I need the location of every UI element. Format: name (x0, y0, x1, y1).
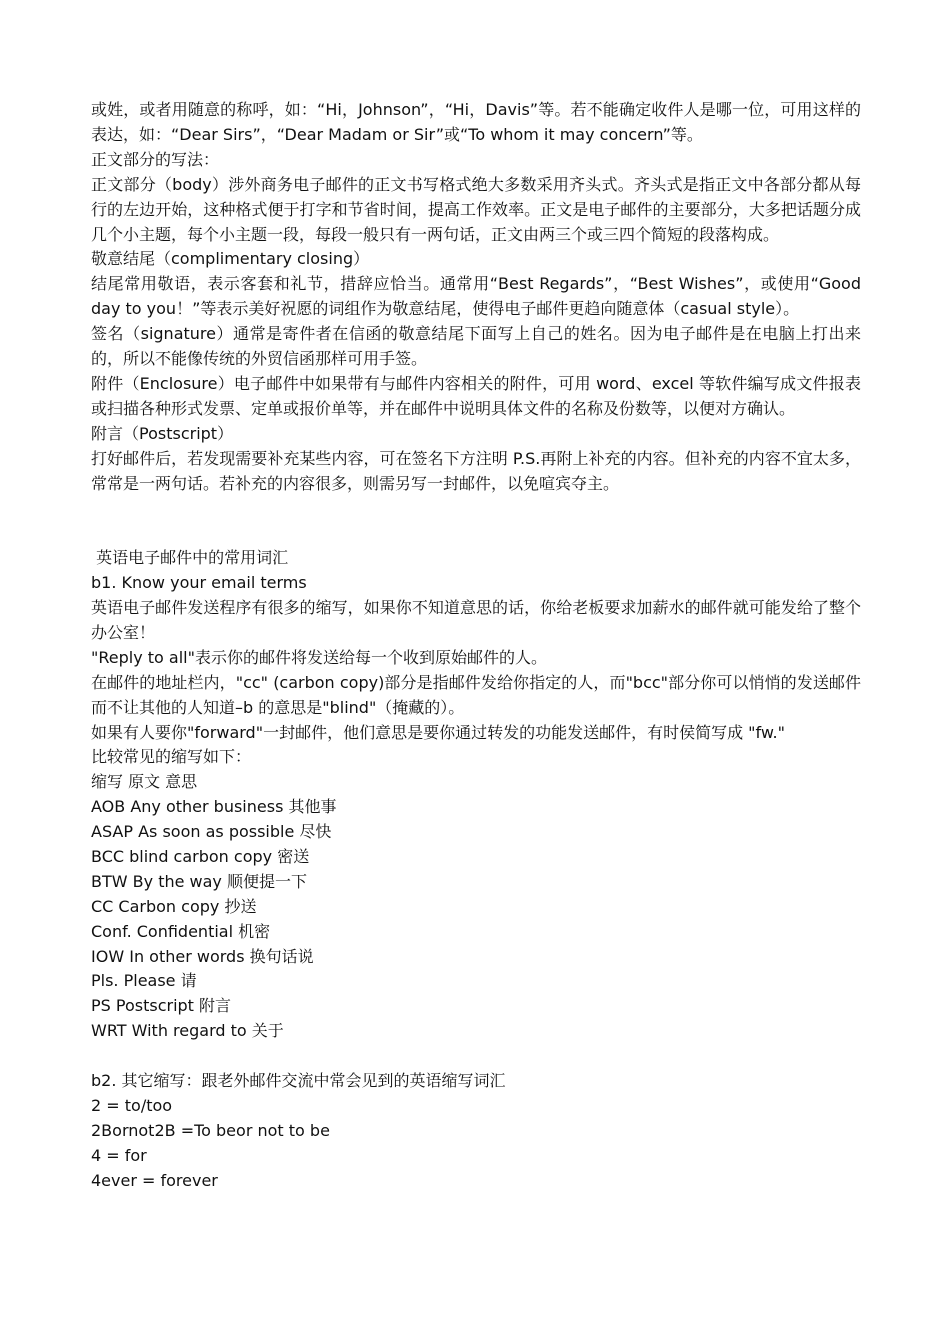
heading-postscript: 附言（Postscript） (91, 423, 234, 443)
heading-body-writing: 正文部分的写法： (91, 149, 220, 169)
abbreviation-row: CC Carbon copy 抄送 (91, 896, 257, 916)
subheading-b2: b2. 其它缩写：跟老外邮件交流中常会见到的英语缩写词汇 (91, 1071, 506, 1091)
section-title-common-vocabulary: 英语电子邮件中的常用词汇 (91, 548, 289, 568)
abbreviation-row: BTW By the way 顺便提一下 (91, 871, 307, 891)
paragraph-terms-intro: 英语电子邮件发送程序有很多的缩写，如果你不知道意思的话，你给老板要求加薪水的邮件就可能发给了整个办公室！ (91, 598, 861, 642)
paragraph-cc-bcc: 在邮件的地址栏内，"cc" (carbon copy)部分是指邮件发给你指定的人，而"bcc"部分你可以悄悄的发送邮件而不让其他的人知道–b 的意思是"blind"（掩藏的）。 (91, 672, 861, 717)
paragraph-closing: 结尾常用敬语，表示客套和礼节，措辞应恰当。通常用“Best Regards”，“Best Wishes”，或使用“Good day to you！”等表示美好祝愿的词组作为敬意结尾，使得电子邮件更趋向随意体（casual style）。 (91, 274, 861, 319)
paragraph-forward: 如果有人要你"forward"一封邮件，他们意思是要你通过转发的功能发送邮件，有时侯简写成 "fw." (91, 722, 785, 742)
abbreviation-row: AOB Any other business 其他事 (91, 797, 337, 817)
abbreviation-table-header: 缩写 原文 意思 (91, 772, 198, 792)
document-page (91, 98, 861, 1193)
subheading-b1: b1. Know your email terms (91, 573, 307, 593)
abbreviation-row: BCC blind carbon copy 密送 (91, 847, 310, 866)
text-common-abbreviations: 比较常见的缩写如下： (91, 747, 252, 767)
abbreviation-row: 2 = to/too (91, 1095, 173, 1115)
abbreviation-row: 2Bornot2B =To beor not to be (91, 1120, 330, 1140)
abbreviation-row: 4ever = forever (91, 1170, 218, 1190)
abbreviation-row: IOW In other words 换句话说 (91, 946, 314, 966)
paragraph-salutation: 或姓，或者用随意的称呼，如：“Hi，Johnson”，“Hi，Davis”等。若不能确定收件人是哪一位，可用这样的表达，如：“Dear Sirs”，“Dear Madam or Sir”或“To whom it may concern”等。 (91, 100, 861, 144)
abbreviation-row: ASAP As soon as possible 尽快 (91, 822, 332, 842)
paragraph-enclosure: 附件（Enclosure）电子邮件中如果带有与邮件内容相关的附件，可用 word、excel 等软件编写成文件报表或扫描各种形式发票、定单或报价单等，并在邮件中说明具体文件的名称及份数等，以便对方确认。 (91, 373, 861, 418)
paragraph-signature: 签名（signature）通常是寄件者在信函的敬意结尾下面写上自己的姓名。因为电子邮件是在电脑上打出来的，所以不能像传统的外贸信函那样可用手签。 (91, 324, 861, 369)
spacer (91, 496, 861, 546)
abbreviation-row: Conf. Confidential 机密 (91, 921, 271, 941)
spacer (91, 1044, 861, 1069)
abbreviation-row: 4 = for (91, 1145, 147, 1165)
paragraph-postscript: 打好邮件后，若发现需要补充某些内容，可在签名下方注明 P.S.再附上补充的内容。但补充的内容不宜太多，常常是一两句话。若补充的内容很多，则需另写一封邮件，以免喧宾夺主。 (91, 448, 861, 493)
heading-complimentary-closing: 敬意结尾（complimentary closing） (91, 249, 370, 269)
paragraph-body: 正文部分（body）涉外商务电子邮件的正文书写格式绝大多数采用齐头式。齐头式是指正文中各部分都从每行的左边开始，这种格式便于打字和节省时间，提高工作效率。正文是电子邮件的主要部分，大多把话题分成几个小主题，每个小主题一段，每段一般只有一两句话，正文由两三个或三四个简短的段落构成。 (91, 174, 861, 244)
abbreviation-row: WRT With regard to 关于 (91, 1021, 284, 1041)
abbreviation-row: Pls. Please 请 (91, 971, 197, 991)
abbreviation-row: PS Postscript 附言 (91, 996, 232, 1016)
paragraph-reply-all: "Reply to all"表示你的邮件将发送给每一个收到原始邮件的人。 (91, 647, 547, 667)
